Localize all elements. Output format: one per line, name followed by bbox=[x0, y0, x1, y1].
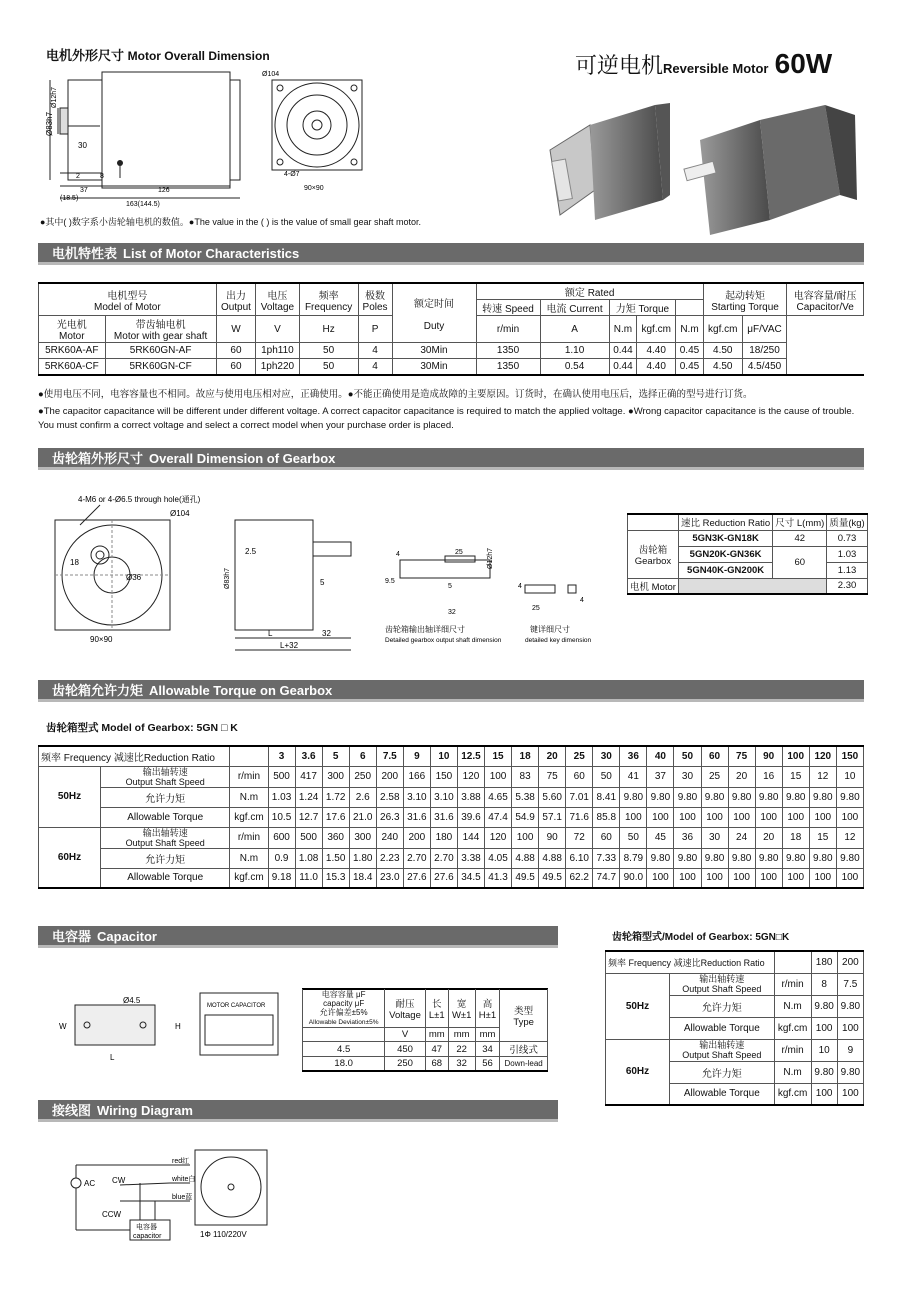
gear-32: 32 bbox=[322, 629, 331, 638]
table-row: 4.5 450 47 22 34 引线式 bbox=[303, 1042, 548, 1057]
key-caption-cn: 键详细尺寸 bbox=[530, 625, 570, 634]
allowable-torque-table: 频率 Frequency 减速比Reduction Ratio 3 3.6 5 6 7.5 9 10 12.5 15 18 20 25 30 36 40 50 60 75 90 100 120 150 50Hz 输出轴转速 Output Shaft Speed r/min 500 417 300 250 200 166 150 120 100 83 75 60 50 41 37 30 25 20 16 15 12 10 允许力矩 N.m 1.03 1.24 1.72 2.6 2.58 3.10 3.10 3.88 4.65 5.38 5.60 7.01 8.41 9.80 9.80 9.80 9.80 9.80 9.80 9.80 9.80 9.80 Allowable Torque kgf.cm 10.5 12.7 17.6 21.0 26.3 31.6 31.6 39.6 47.4 54.9 57.1 71.6 85.8 100 100 100 100 100 100 100 100 100 60Hz 输出轴转速 Output Shaft Speed r/min 600 500 360 300 240 200 180 144 120 100 90 72 60 50 45 36 30 24 20 18 15 12 允许力矩 N.m 0.9 1.08 1.50 1.80 2.23 2.70 2.70 3.38 4.05 4.88 4.88 6.10 7.33 8.79 9.80 9.80 9.80 9.80 9.80 9.80 9.80 9.80 Allowable Torque kgf.cm 9.18 11.0 15.3 18.4 23.0 27.6 27.6 34.5 41.3 49.5 49.5 62.2 74.7 90.0 100 100 100 100 100 100 100 100 bbox=[38, 745, 864, 889]
section-torque: 齿轮箱允许力矩 Allowable Torque on Gearbox bbox=[38, 680, 864, 702]
dim-2: 2 bbox=[76, 173, 80, 180]
gear-83: Ø83h7 bbox=[224, 567, 231, 589]
shaft-4: 4 bbox=[396, 551, 400, 558]
key-4b: 4 bbox=[580, 597, 584, 604]
gear-L32: L+32 bbox=[280, 641, 299, 650]
char-note-cn: ●使用电压不同，电容容量也不相同。故应与使用电压相对应，正确使用。●不能正确使用是造成故障的主要原因。订货时，在确认使用电压后，选择正确的型号进行订货。 bbox=[38, 389, 753, 400]
section-characteristics: 电机特性表 List of Motor Characteristics bbox=[38, 243, 864, 265]
gear-104: Ø104 bbox=[170, 509, 190, 518]
motor-characteristics-table: 电机型号 Model of Motor 出力 Output 电压 Voltage 频率 Frequency 极数 Poles 额定时间 Duty 额定 Rated 起动转矩 Starting Torque 电容容量/耐压 Capacitor/Ve 转速 Speed 电流 Current 力矩 Torque 光电机 Motor 带齿轴电机 Motor with gear shaft W V Hz P r/min A N.m kgf.cm N.m kgf.cm μF/VAC 5RK60A-AF 5RK60GN-AF 60 1ph110 50 4 30Min 1350 1.10 0.44 4.40 0.45 4.50 18/250 5RK60A-CF 5RK60GN-CF 60 1ph220 50 4 30Min 1350 0.54 0.44 4.40 0.45 4.50 4.5/450 bbox=[38, 282, 864, 376]
capacitor-table: 电容容量 μF capacity μF 允许偏差±5% Allowable Deviation±5% 耐压 Voltage 长 L±1 宽 W±1 高 H±1 类型 Type V mm mm mm 4.5 450 47 22 34 引线式 18.0 250 68 32 56 Down-lead bbox=[302, 988, 548, 1072]
torque-model: 齿轮箱型式 Model of Gearbox: 5GN □ K bbox=[46, 722, 238, 734]
dim-185: (18.5) bbox=[60, 195, 79, 202]
wire-white: white白 bbox=[172, 1176, 196, 1183]
dim-126: 126 bbox=[158, 187, 170, 194]
motor-photo bbox=[535, 85, 865, 235]
dim-8: 8 bbox=[100, 173, 104, 180]
cap-h: H bbox=[175, 1022, 181, 1031]
gearbox-drawing bbox=[40, 490, 610, 660]
product-title: 可逆电机Reversible Motor 60W bbox=[575, 48, 833, 79]
wiring-cap-en: capacitor bbox=[133, 1233, 162, 1240]
section-wiring: 接线图 Wiring Diagram bbox=[38, 1100, 558, 1122]
cap-hole: Ø4.5 bbox=[123, 996, 141, 1005]
table-row: 5RK60A-CF 5RK60GN-CF 60 1ph220 50 4 30Min 1350 0.54 0.44 4.40 0.45 4.50 4.5/450 bbox=[39, 359, 864, 375]
shaft-5: 5 bbox=[448, 583, 452, 590]
gear-5: 5 bbox=[320, 578, 325, 587]
motor-note: ●其中( )数字系小齿轮轴电机的数值。●The value in the ( ) is the value of small gear shaft motor. bbox=[40, 217, 421, 227]
shaft-25: 25 bbox=[455, 549, 463, 556]
small-table-title: 齿轮箱型式/Model of Gearbox: 5GN□K bbox=[612, 932, 790, 943]
key-caption-en: detailed key dimension bbox=[525, 637, 592, 644]
gear-L: L bbox=[268, 629, 273, 638]
shaft-caption-cn: 齿轮箱输出轴详细尺寸 bbox=[385, 625, 465, 634]
motor-dim-title: 电机外形尺寸 Motor Overall Dimension bbox=[46, 48, 270, 63]
dim-104: Ø104 bbox=[262, 71, 280, 78]
wiring-cap-cn: 电容器 bbox=[136, 1224, 157, 1231]
wiring-ac: AC bbox=[84, 1179, 96, 1188]
motor-side-drawing bbox=[40, 68, 260, 208]
wiring-ccw: CCW bbox=[102, 1210, 122, 1219]
dim-12: Ø12h7 bbox=[51, 86, 58, 108]
wiring-supply: 1Φ 110/220V bbox=[200, 1230, 247, 1239]
gear-sq: 90×90 bbox=[90, 635, 113, 644]
wire-red: red红 bbox=[172, 1158, 190, 1165]
dim-163: 163(144.5) bbox=[126, 201, 160, 208]
gear-holes: 4-M6 or 4-Ø6.5 through hole(通孔) bbox=[78, 495, 201, 504]
section-capacitor: 电容器 Capacitor bbox=[38, 926, 558, 948]
table-row: 18.0 250 68 32 56 Down-lead bbox=[303, 1057, 548, 1071]
table-row: 5RK60A-AF 5RK60GN-AF 60 1ph110 50 4 30Min 1350 1.10 0.44 4.40 0.45 4.50 18/250 bbox=[39, 343, 864, 359]
shaft-12: Ø12h7 bbox=[487, 547, 494, 569]
dim-90: 90×90 bbox=[304, 185, 324, 192]
section-gearbox-dim: 齿轮箱外形尺寸 Overall Dimension of Gearbox bbox=[38, 448, 864, 470]
small-torque-table: 频率 Frequency 减速比Reduction Ratio 180 200 50Hz 输出轴转速 Output Shaft Speed r/min 8 7.5 允许力矩 N.m 9.80 9.80 Allowable Torque kgf.cm 100 100 60Hz 输出轴转速 Output Shaft Speed r/min 10 9 允许力矩 N.m 9.80 9.80 Allowable Torque kgf.cm 100 100 bbox=[605, 950, 864, 1106]
cap-l: L bbox=[110, 1053, 115, 1062]
shaft-32: 32 bbox=[448, 609, 456, 616]
cap-w: W bbox=[59, 1022, 67, 1031]
dim-30: 30 bbox=[78, 141, 87, 150]
gear-36: Ø36 bbox=[126, 573, 142, 582]
dim-83: Ø83h7 bbox=[45, 111, 54, 136]
gear-25: 2.5 bbox=[245, 547, 257, 556]
gear-18: 18 bbox=[70, 558, 79, 567]
cap-label: MOTOR CAPACITOR bbox=[207, 1003, 266, 1009]
capacitor-drawing bbox=[55, 985, 295, 1075]
key-4: 4 bbox=[518, 583, 522, 590]
gearbox-mass-table: 速比 Reduction Ratio 尺寸 L(mm) 质量(kg) 齿轮箱 Gearbox 5GN3K-GN18K 42 0.73 5GN20K-GN36K 60 1.03 5GN40K-GN200K 1.13 电机 Motor 2.30 bbox=[627, 513, 868, 595]
wire-blue: blue蓝 bbox=[172, 1194, 193, 1201]
char-note-en: ●The capacitor capacitance will be different under different voltage. A correct capacitor capacitance is required to match the applied voltage. ●Wrong capacitor capacitance is the cause of trouble. You must confirm a correct voltage and select a correct model when your purchase order is placed. bbox=[38, 406, 855, 431]
wiring-cw: CW bbox=[112, 1176, 126, 1185]
wiring-diagram bbox=[60, 1145, 280, 1245]
shaft-95: 9.5 bbox=[385, 578, 395, 585]
dim-37: 37 bbox=[80, 187, 88, 194]
dim-4-7: 4-Ø7 bbox=[284, 171, 300, 178]
motor-front-drawing bbox=[262, 68, 372, 198]
key-25: 25 bbox=[532, 605, 540, 612]
shaft-caption-en: Detailed gearbox output shaft dimension bbox=[385, 637, 502, 644]
